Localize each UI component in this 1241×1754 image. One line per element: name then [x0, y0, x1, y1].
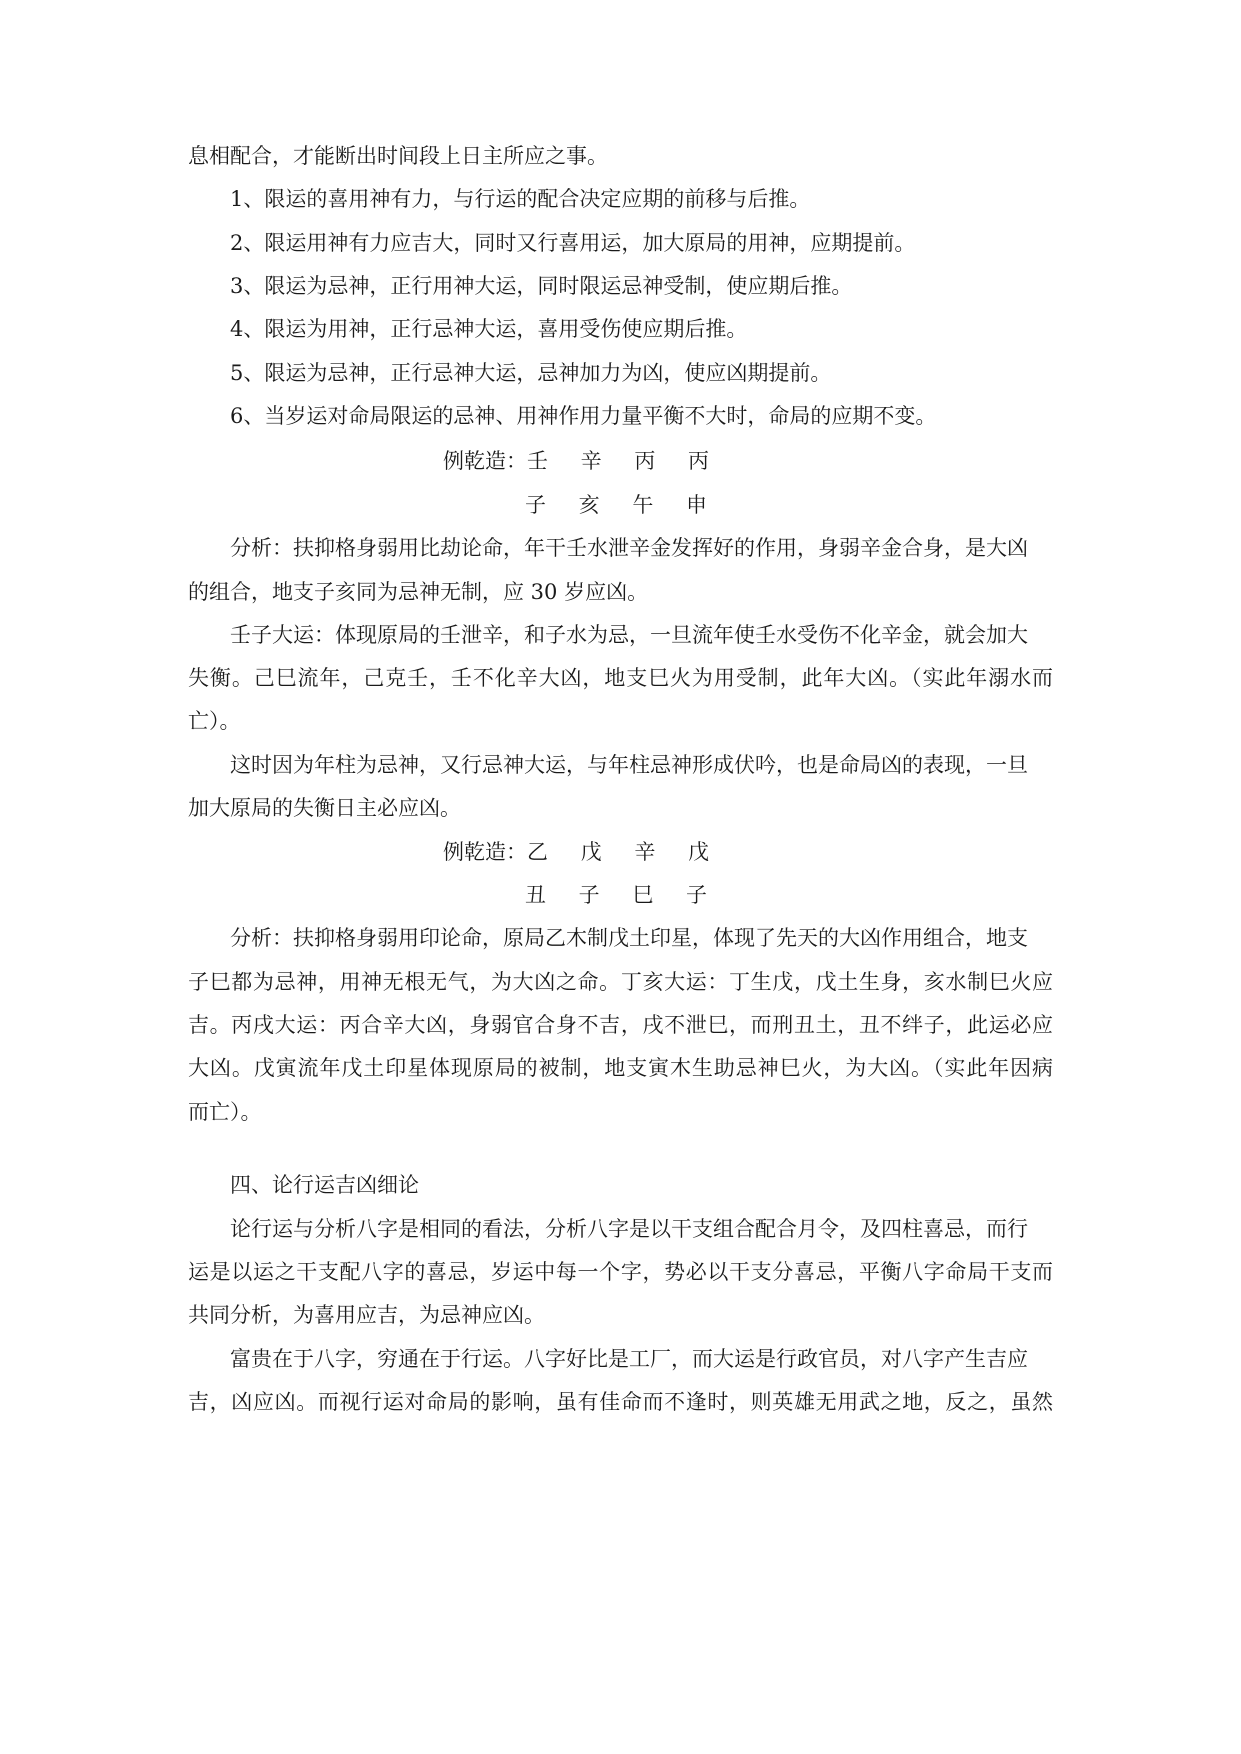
fuyin-line-2: 加大原局的失衡日主必应凶。: [188, 796, 461, 820]
dayun-renzi-line-3: 亡）。: [188, 709, 241, 733]
section-para-1-line-2: 运是以运之干支配八字的喜忌，岁运中每一个字，势必以干支分喜忌，平衡八字命局干支而: [188, 1260, 1053, 1284]
list-item-4: 4、限运为用神，正行忌神大运，喜用受伤使应期后推。: [230, 317, 748, 341]
heavenly-stems: 壬 辛 丙 丙: [527, 449, 723, 473]
example-label: 例乾造：: [443, 840, 527, 864]
list-item-1: 1、限运的喜用神有力，与行运的配合决定应期的前移与后推。: [230, 187, 811, 211]
fuyin-line-1: 这时因为年柱为忌神，又行忌神大运，与年柱忌神形成伏吟，也是命局凶的表现，一旦: [230, 753, 1028, 777]
analysis-2-line-5: 而亡）。: [188, 1100, 262, 1124]
dayun-renzi-line-1: 壬子大运：体现原局的壬泄辛，和子水为忌，一旦流年使壬水受伤不化辛金，就会加大: [230, 623, 1028, 647]
section-para-2-line-1: 富贵在于八字，穷通在于行运。八字好比是工厂，而大运是行政官员，对八字产生吉应: [230, 1347, 1028, 1371]
list-item-6: 6、当岁运对命局限运的忌神、用神作用力量平衡不大时，命局的应期不变。: [230, 404, 937, 428]
section-heading: 四、论行运吉凶细论: [230, 1173, 419, 1197]
section-para-1-line-1: 论行运与分析八字是相同的看法，分析八字是以干支组合配合月令，及四柱喜忌，而行: [230, 1217, 1028, 1241]
earthly-branches-1: 子 亥 午 申: [525, 493, 721, 517]
example-chart-2-header: [443, 837, 722, 867]
section-para-2-line-2: 吉，凶应凶。而视行运对命局的影响，虽有佳命而不逢时，则英雄无用武之地，反之，虽然: [188, 1390, 1053, 1414]
example-label: 例乾造：: [443, 449, 527, 473]
list-item-2: 2、限运用神有力应吉大，同时又行喜用运，加大原局的用神，应期提前。: [230, 231, 916, 255]
analysis-1-line-2: 的组合，地支子亥同为忌神无制，应 30 岁应凶。: [188, 580, 649, 604]
dayun-renzi-line-2: 失衡。己巳流年，己克壬，壬不化辛大凶，地支巳火为用受制，此年大凶。（实此年溺水而: [188, 666, 1053, 690]
analysis-2-line-4: 大凶。戊寅流年戊土印星体现原局的被制，地支寅木生助忌神巳火，为大凶。（实此年因病: [188, 1056, 1053, 1080]
heavenly-stems: 乙 戊 辛 戊: [527, 840, 723, 864]
example-chart-1-header: [443, 446, 722, 476]
analysis-2-line-2: 子巳都为忌神，用神无根无气，为大凶之命。丁亥大运：丁生戊，戊土生身，亥水制巳火应: [188, 970, 1053, 994]
paragraph-continuation: 息相配合，才能断出时间段上日主所应之事。: [188, 144, 608, 168]
analysis-1-line-1: 分析：扶抑格身弱用比劫论命，年干壬水泄辛金发挥好的作用，身弱辛金合身，是大凶: [230, 536, 1028, 560]
analysis-2-line-3: 吉。丙戌大运：丙合辛大凶，身弱官合身不吉，戌不泄巳，而刑丑土，丑不绊子，此运必应: [188, 1013, 1053, 1037]
section-para-1-line-3: 共同分析，为喜用应吉，为忌神应凶。: [188, 1303, 545, 1327]
earthly-branches-2: 丑 子 巳 子: [525, 883, 721, 907]
analysis-2-line-1: 分析：扶抑格身弱用印论命，原局乙木制戊土印星，体现了先天的大凶作用组合，地支: [230, 926, 1028, 950]
list-item-3: 3、限运为忌神，正行用神大运，同时限运忌神受制，使应期后推。: [230, 274, 853, 298]
list-item-5: 5、限运为忌神，正行忌神大运，忌神加力为凶，使应凶期提前。: [230, 361, 832, 385]
